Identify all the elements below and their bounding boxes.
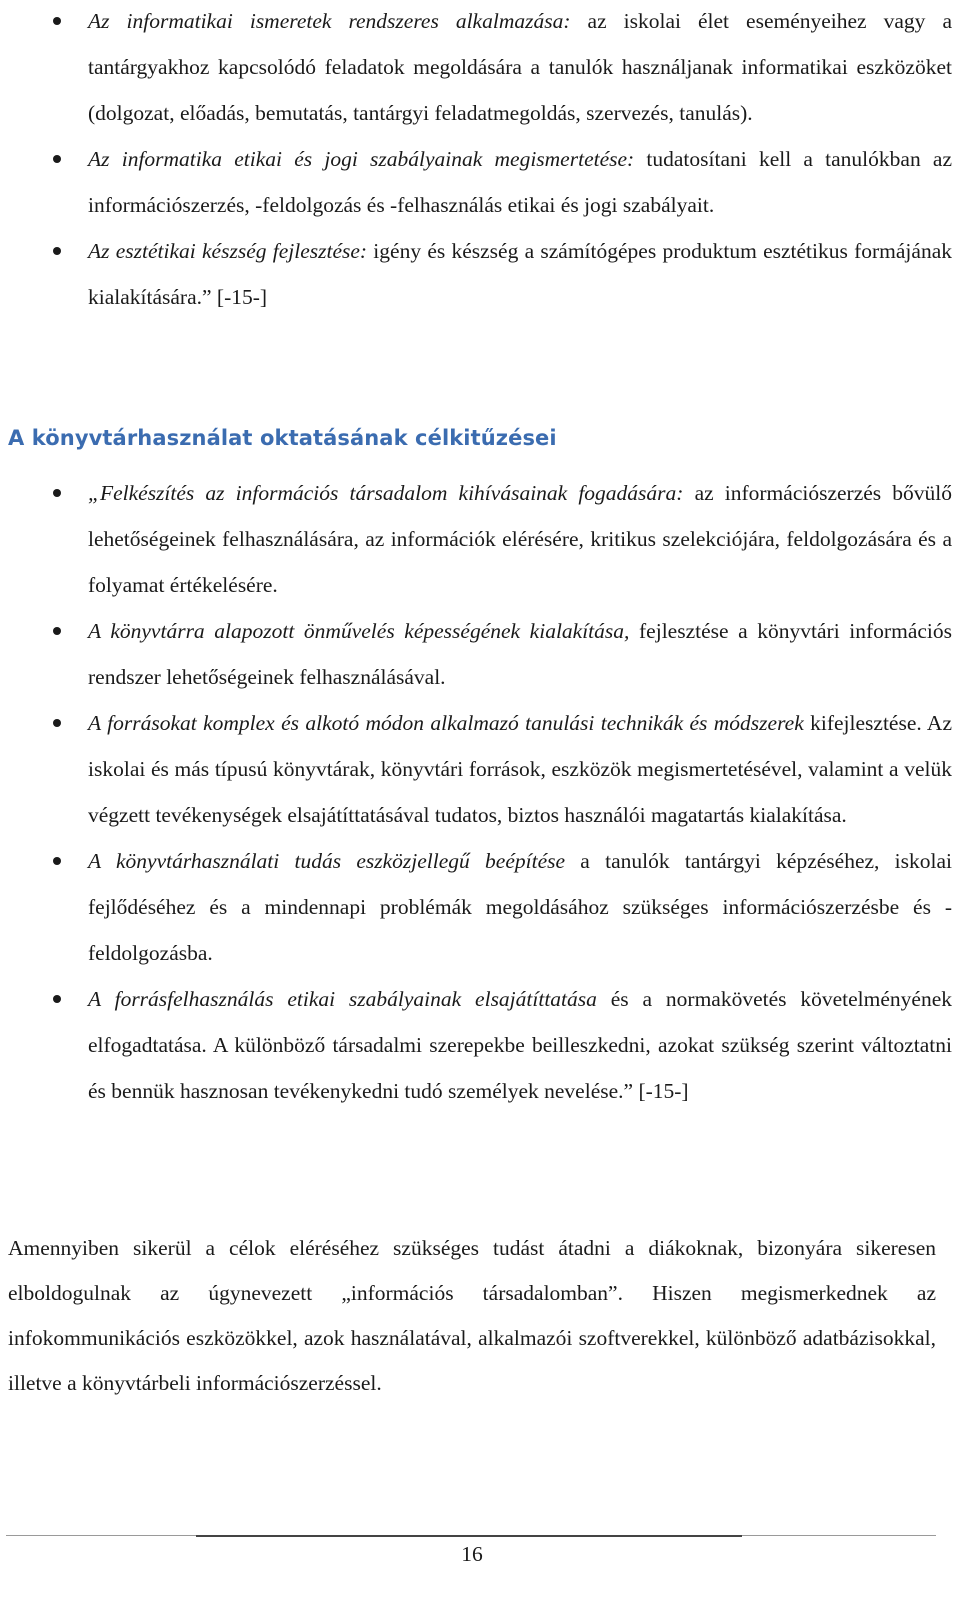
body-paragraph: Amennyiben sikerül a célok eléréséhez szükséges tudást átadni a diákoknak, bizonyára sikeresen elboldogulnak az úgynevezett „információs társadalomban”. Hiszen megismerkednek az infokommunikációs eszközökkel, azok használatával, alkalmazói szoftverekkel, különböző adatbázisokkal, illetve a könyvtárbeli információszerzéssel. — [8, 1236, 936, 1395]
list-item-italic-lead: Az informatikai ismeretek rendszeres alkalmazása: — [88, 9, 571, 33]
list-item — [0, 136, 956, 228]
bullet-icon — [53, 719, 61, 727]
list-item-text: tudatosítani kell a tanulókban az információszerzés, -feldolgozás és -felhasználás etikai és jogi szabályait. — [88, 147, 952, 217]
list-item-italic-lead: A könyvtárhasználati tudás eszközjellegű beépítése — [88, 849, 566, 873]
list-item — [0, 608, 956, 700]
list-item-text: és a normakövetés követelményének elfogadtatása. A különböző társadalmi szerepekbe beilleszkedni, azokat szükség szerint változtatni és bennük hasznosan tevékenykedni tudó személyek nevelése.” [-15-] — [88, 987, 952, 1103]
list-item-italic-lead: A könyvtárra alapozott önművelés képességének kialakítása, — [88, 619, 630, 643]
list-item-italic-lead: A forrásokat komplex és alkotó módon alkalmazó tanulási technikák és módszerek — [88, 711, 804, 735]
list-item-text: az információszerzés bővülő lehetőségeinek felhasználására, az információk elérésére, kritikus szelekciójára, feldolgozására és a folyamat értékelésére. — [88, 481, 952, 597]
footer-divider-accent — [196, 1535, 742, 1537]
bullet-icon — [53, 857, 61, 865]
bullet-icon — [53, 155, 61, 163]
bullet-icon — [53, 247, 61, 255]
list-item — [0, 470, 956, 608]
list-item-text: a tanulók tantárgyi képzéséhez, iskolai fejlődéséhez és a mindennapi problémák megoldásához szükséges információszerzésbe és -feldolgozásba. — [88, 849, 952, 965]
bullet-icon — [53, 995, 61, 1003]
list-item-italic-lead: Az informatika etikai és jogi szabályainak megismertetése: — [88, 147, 635, 171]
list-item — [0, 838, 956, 976]
list-item-italic-lead: A forrásfelhasználás etikai szabályainak elsajátíttatása — [88, 987, 597, 1011]
bullet-icon — [53, 17, 61, 25]
list-item-italic-lead: „Felkészítés az információs társadalom kihívásainak fogadására: — [88, 481, 684, 505]
bullet-icon — [53, 489, 61, 497]
list-item-text: kifejlesztése. Az iskolai és más típusú könyvtárak, könyvtári források, eszközök megismertetésével, valamint a velük végzett tevékenységek elsajátíttatásával tudatos, biztos használói magatartás kialakítása. — [88, 711, 952, 827]
library-goals-list — [0, 470, 956, 1114]
list-item — [0, 0, 956, 136]
section-heading: A könyvtárhasználat oktatásának célkitűzései — [8, 426, 557, 450]
page-number: 16 — [461, 1542, 483, 1566]
list-item — [0, 228, 956, 320]
informatics-goals-list — [0, 0, 956, 320]
list-item-text: igény és készség a számítógépes produktum esztétikus formájának kialakítására.” [-15-] — [88, 239, 952, 309]
list-item-text: fejlesztése a könyvtári információs rendszer lehetőségeinek felhasználásával. — [88, 619, 952, 689]
list-item-text: az iskolai élet eseményeihez vagy a tantárgyakhoz kapcsolódó feladatok megoldására a tanulók használjanak informatikai eszközöket (dolgozat, előadás, bemutatás, tantárgyi feladatmegoldás, szervezés, tanulás). — [88, 9, 952, 125]
bullet-icon — [53, 627, 61, 635]
list-item-italic-lead: Az esztétikai készség fejlesztése: — [88, 239, 368, 263]
list-item — [0, 976, 956, 1114]
list-item — [0, 700, 956, 838]
